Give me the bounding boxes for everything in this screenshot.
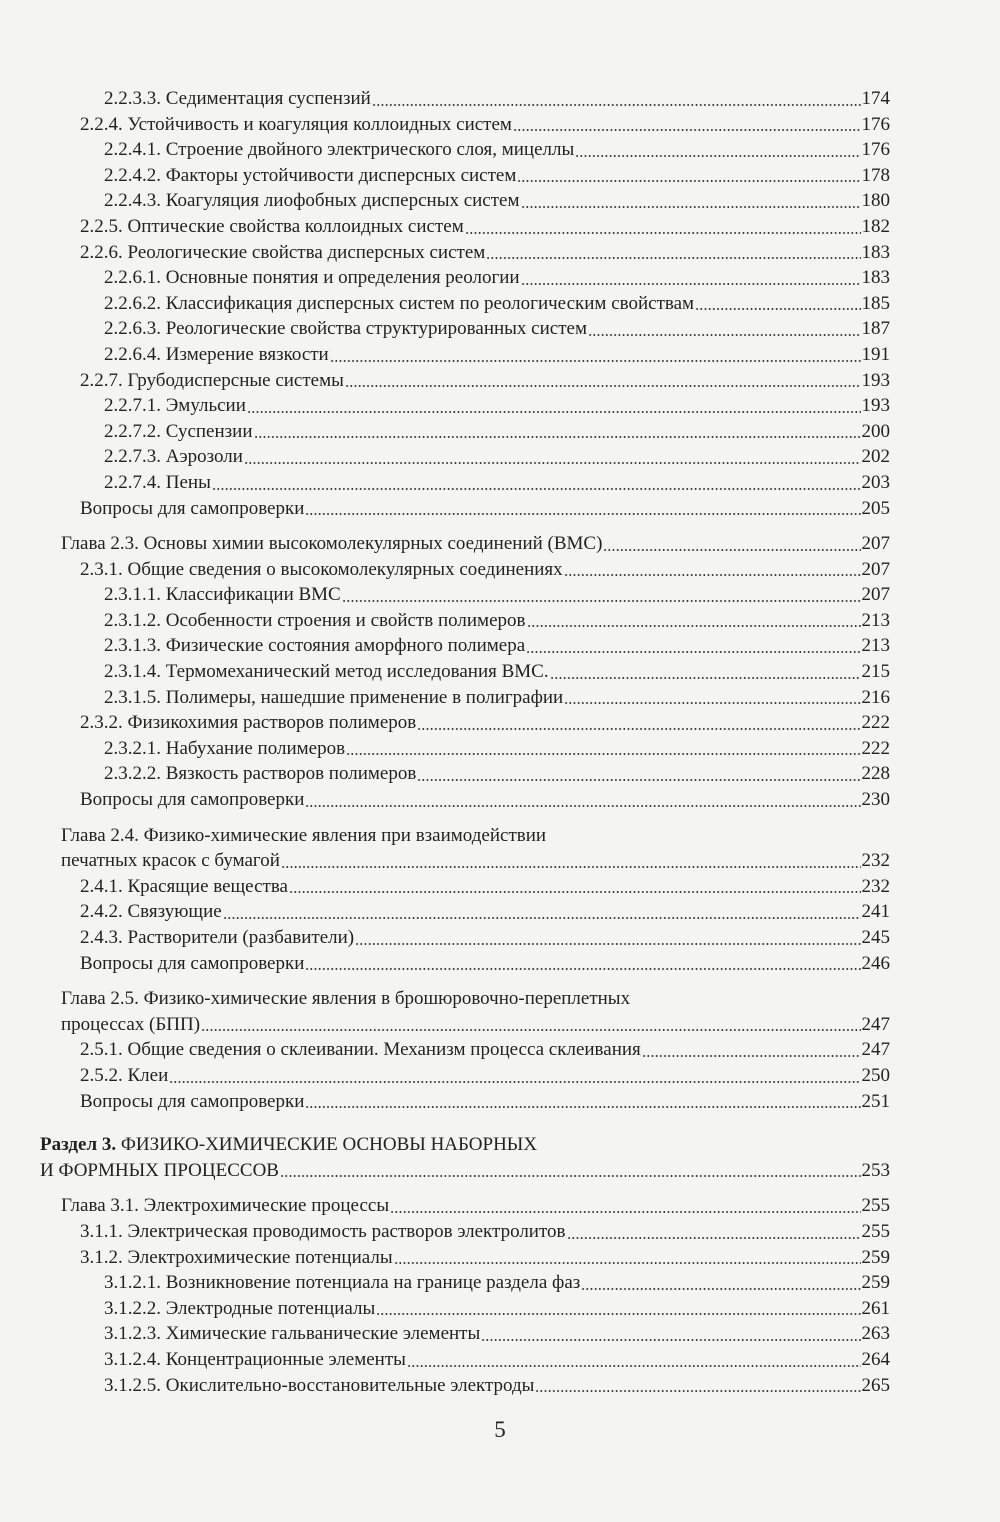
toc-entry: Вопросы для самопроверки 230 bbox=[80, 789, 890, 811]
toc-entry: 2.2.4. Устойчивость и коагуляция коллоидных систем 176 bbox=[80, 113, 890, 135]
toc-entry: 3.1.2.4. Концентрационные элементы 264 bbox=[104, 1348, 890, 1370]
toc-entry: 3.1.2.5. Окислительно-восстановительные электроды 265 bbox=[104, 1374, 890, 1396]
toc-entry: 2.2.5. Оптические свойства коллоидных систем 182 bbox=[80, 215, 890, 237]
spacer bbox=[0, 1183, 1000, 1193]
toc-entry: 3.1.2.3. Химические гальванические элементы 263 bbox=[104, 1323, 890, 1345]
toc-entry: 2.2.7.2. Суспензии 200 bbox=[104, 420, 890, 442]
toc-entry: 2.3.2.1. Набухание полимеров 222 bbox=[104, 737, 890, 759]
toc-chapter: Глава 2.5. Физико-химические явления в брошюровочно-переплетных bbox=[61, 988, 631, 1010]
toc-section bbox=[0, 1132, 1000, 1158]
toc-entry: 2.4.2. Связующие 241 bbox=[80, 901, 890, 923]
toc-entry: 2.3.1.1. Классификации ВМС 207 bbox=[104, 584, 890, 606]
toc-entry: 2.3.1.3. Физические состояния аморфного полимера 213 bbox=[104, 635, 890, 657]
toc-entry: 2.3.2. Физикохимия растворов полимеров 222 bbox=[80, 712, 890, 734]
spacer bbox=[0, 1114, 1000, 1132]
section-label: Раздел 3. bbox=[40, 1134, 117, 1156]
toc-entry: 2.2.4.2. Факторы устойчивости дисперсных систем 178 bbox=[104, 164, 890, 186]
table-of-contents bbox=[0, 86, 1000, 1398]
toc-entry: 2.4.1. Красящие вещества 232 bbox=[80, 875, 890, 897]
toc-entry: 2.2.6.4. Измерение вязкости 191 bbox=[104, 343, 890, 365]
toc-entry: 2.2.6. Реологические свойства дисперсных систем 183 bbox=[80, 241, 890, 263]
toc-entry: 2.5.1. Общие сведения о склеивании. Механизм процесса склеивания 247 bbox=[80, 1039, 890, 1061]
toc-chapter-cont: процессах (БПП) 247 bbox=[61, 1013, 890, 1035]
toc-entry: 2.2.7. Грубодисперсные системы 193 bbox=[80, 369, 890, 391]
toc-entry: 2.2.3.3. Седиментация суспензий 174 bbox=[104, 88, 890, 109]
toc-entry: 2.2.4.1. Строение двойного электрического слоя, мицеллы 176 bbox=[104, 139, 890, 161]
toc-chapter: Глава 2.3. Основы химии высокомолекулярных соединений (ВМС) 207 bbox=[61, 533, 890, 555]
toc-entry: 2.3.1.5. Полимеры, нашедшие применение в полиграфии 216 bbox=[104, 686, 890, 708]
page-number: 5 bbox=[494, 1417, 506, 1442]
toc-entry: 2.2.4.3. Коагуляция лиофобных дисперсных систем 180 bbox=[104, 190, 890, 212]
toc-entry: 2.3.1.2. Особенности строения и свойств полимеров 213 bbox=[104, 609, 890, 631]
section-title: ФИЗИКО-ХИМИЧЕСКИЕ ОСНОВЫ НАБОРНЫХ bbox=[120, 1134, 538, 1156]
spacer bbox=[0, 521, 1000, 531]
toc-chapter: Глава 3.1. Электрохимические процессы 255 bbox=[61, 1195, 890, 1217]
toc-entry: 2.2.6.1. Основные понятия и определения реологии 183 bbox=[104, 267, 890, 289]
toc-entry: 2.5.2. Клеи 250 bbox=[80, 1064, 890, 1086]
toc-entry: 2.3.1. Общие сведения о высокомолекулярных соединениях 207 bbox=[80, 558, 890, 580]
toc-entry: 3.1.2.1. Возникновение потенциала на границе раздела фаз 259 bbox=[104, 1272, 890, 1294]
toc-entry: 3.1.1. Электрическая проводимость растворов электролитов 255 bbox=[80, 1220, 890, 1242]
spacer bbox=[0, 976, 1000, 986]
toc-entry: 2.3.1.4. Термомеханический метод исследования ВМС. 215 bbox=[104, 661, 890, 683]
toc-entry: 2.2.6.3. Реологические свойства структурированных систем 187 bbox=[104, 318, 890, 340]
spacer bbox=[0, 813, 1000, 823]
toc-entry: 2.2.7.1. Эмульсии 193 bbox=[104, 395, 890, 417]
toc-entry: 2.3.2.2. Вязкость растворов полимеров 228 bbox=[104, 763, 890, 785]
toc-entry: 2.2.6.2. Классификация дисперсных систем по реологическим свойствам 185 bbox=[104, 292, 890, 314]
toc-entry: 2.2.7.3. Аэрозоли 202 bbox=[104, 446, 890, 468]
toc-entry: Вопросы для самопроверки 246 bbox=[80, 952, 890, 974]
toc-entry: 3.1.2. Электрохимические потенциалы 259 bbox=[80, 1246, 890, 1268]
toc-entry: Вопросы для самопроверки 251 bbox=[80, 1090, 890, 1112]
toc-chapter-cont: печатных красок с бумагой 232 bbox=[61, 850, 890, 872]
toc-entry: Вопросы для самопроверки 205 bbox=[80, 497, 890, 519]
toc-section-cont: И ФОРМНЫХ ПРОЦЕССОВ 253 bbox=[40, 1159, 890, 1181]
toc-chapter: Глава 2.4. Физико-химические явления при взаимодействии bbox=[61, 824, 547, 846]
toc-entry: 2.2.7.4. Пены 203 bbox=[104, 471, 890, 493]
toc-entry: 2.4.3. Растворители (разбавители) 245 bbox=[80, 927, 890, 948]
toc-entry: 3.1.2.2. Электродные потенциалы 261 bbox=[104, 1297, 890, 1319]
